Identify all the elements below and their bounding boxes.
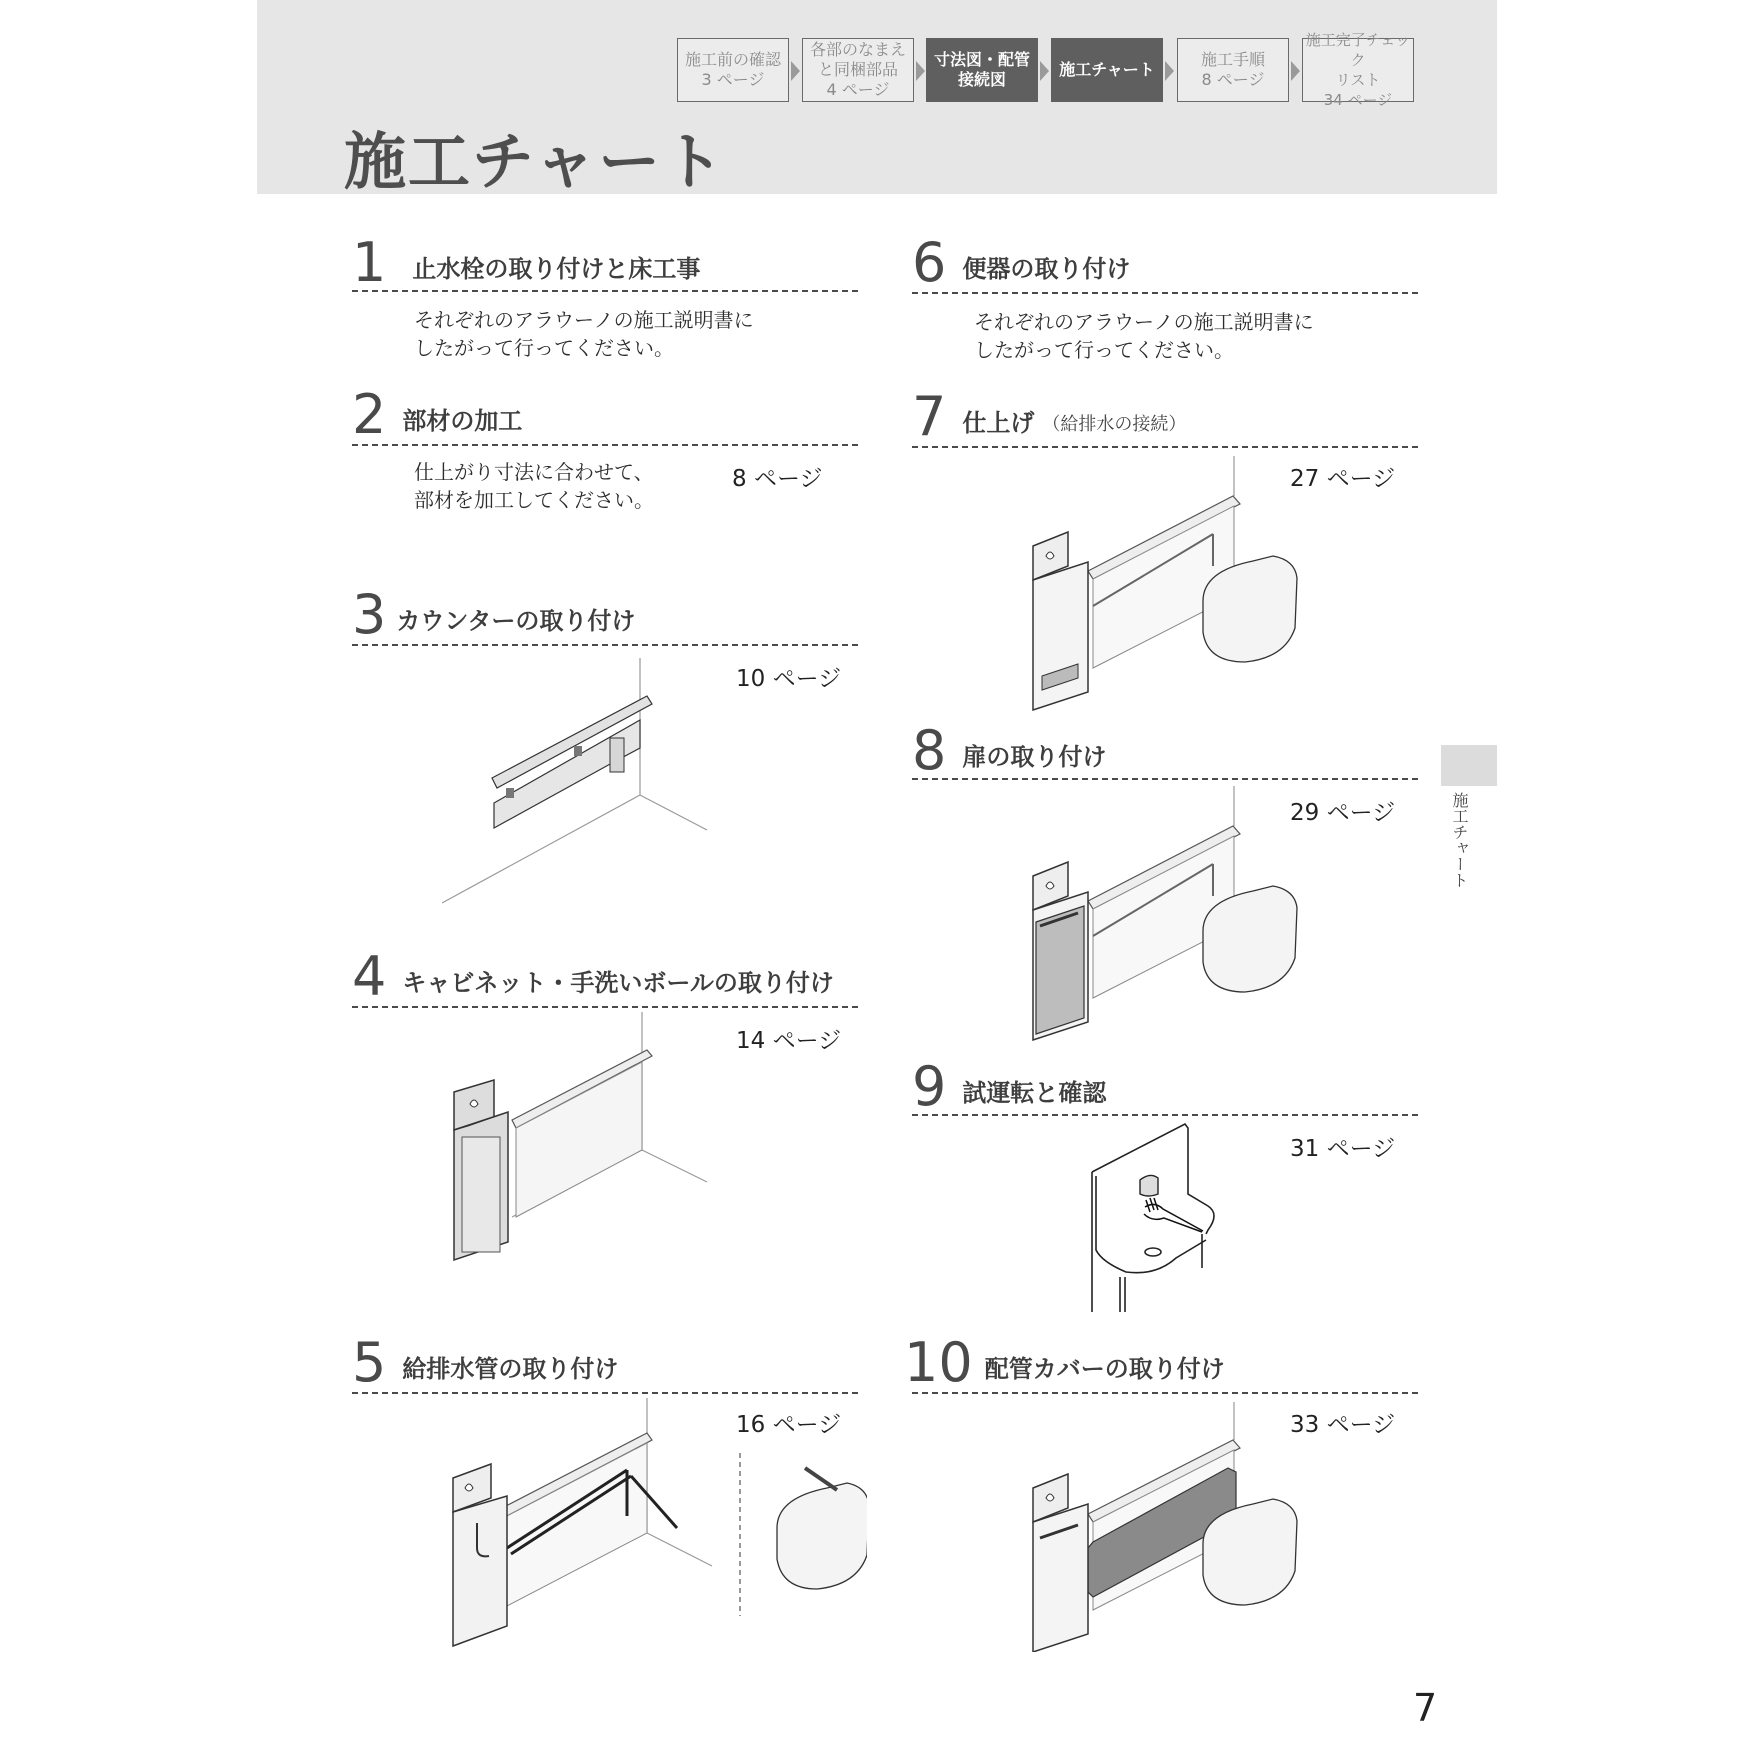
step-subtitle: （給排水の接続） [1042, 414, 1187, 435]
step-number: 1 [352, 231, 387, 294]
divider [352, 644, 858, 646]
water-pipe-illustration [447, 1398, 867, 1658]
step-title: 配管カバーの取り付け [984, 1355, 1225, 1383]
page-reference-link[interactable]: 31 ページ [1290, 1136, 1396, 1162]
step-title: 便器の取り付け [962, 255, 1131, 283]
door-installation-illustration [1028, 786, 1308, 1041]
step-title: カウンターの取り付け [396, 607, 636, 635]
basin-backpanel [1092, 1124, 1214, 1312]
step-heading [912, 719, 1107, 782]
step-description [414, 458, 654, 514]
divider [912, 778, 1418, 780]
step-number: 3 [352, 583, 387, 646]
divider [912, 1114, 1418, 1116]
step-number: 9 [912, 1055, 947, 1118]
step-heading [352, 945, 834, 1008]
step-title: 試運転と確認 [962, 1079, 1107, 1107]
step-number: 2 [352, 383, 387, 446]
cabinet-with-door [1033, 1474, 1088, 1652]
step-heading [912, 1055, 1107, 1118]
page-reference-link[interactable]: 14 ページ [736, 1028, 842, 1054]
wall-corner-lines [647, 1398, 712, 1566]
page-title: 施工チャート [344, 125, 727, 198]
desc-line: それぞれのアラウーノの施工説明書に [974, 310, 1314, 334]
nav-arrow-icon [916, 61, 925, 81]
nav-page: 3 ページ [701, 70, 765, 89]
cabinet-basin-illustration [452, 1012, 712, 1292]
nav-arrow-icon [1165, 61, 1174, 81]
page-number: 7 [1413, 1686, 1438, 1730]
step-description [974, 308, 1314, 364]
desc-line: したがって行ってください。 [414, 336, 674, 360]
cabinet [1033, 532, 1088, 710]
divider [912, 1392, 1418, 1394]
divider [912, 292, 1418, 294]
counter-installation-illustration [442, 658, 732, 918]
cabinet [454, 1080, 508, 1260]
nav-arrow-icon [1040, 61, 1049, 81]
step-title: 止水栓の取り付けと床工事 [412, 255, 701, 283]
step-heading [352, 231, 701, 294]
step-number: 5 [352, 1331, 387, 1394]
step-title: キャビネット・手洗いボールの取り付け [402, 969, 834, 997]
side-index-label: 施工チャート [1450, 792, 1469, 888]
nav-box-checklist[interactable] [1302, 31, 1414, 109]
finishing-connection-illustration [1028, 456, 1308, 711]
page-reference-link[interactable]: 27 ページ [1290, 466, 1396, 492]
step-heading [912, 231, 1131, 294]
pipe-cover-illustration [1028, 1402, 1308, 1652]
nav-label: と同梱部品 [817, 60, 898, 79]
step-number: 4 [352, 945, 387, 1008]
step-description [414, 306, 754, 362]
step-number: 10 [904, 1331, 973, 1394]
step-heading [352, 1331, 619, 1394]
nav-label: 施工前の確認 [684, 50, 781, 69]
divider [352, 444, 858, 446]
desc-line: 部材を加工してください。 [414, 488, 654, 512]
cabinet [453, 1464, 507, 1646]
nav-label: 各部のなまえ [809, 40, 906, 59]
nav-label: 施工チャート [1059, 60, 1155, 79]
nav-label: 施工手順 [1200, 50, 1265, 69]
divider [352, 290, 858, 292]
test-run-handwash-illustration [1090, 1122, 1240, 1322]
nav-page: 8 ページ [1201, 70, 1265, 89]
step-title: 扉の取り付け [962, 743, 1107, 771]
step-heading [904, 1331, 1225, 1394]
nav-label: リスト [1335, 71, 1381, 89]
divider [352, 1006, 858, 1008]
step-number: 7 [912, 385, 947, 448]
side-index-tab[interactable] [1441, 745, 1497, 786]
divider [352, 1392, 858, 1394]
page-reference-link[interactable]: 8 ページ [732, 466, 823, 492]
nav-box-pre-check[interactable] [677, 38, 789, 102]
nav-arrow-icon [1291, 61, 1300, 81]
step-title: 仕上げ [962, 409, 1035, 437]
nav-box-dimensions[interactable] [926, 38, 1038, 102]
desc-line: 仕上がり寸法に合わせて、 [414, 460, 654, 484]
page-reference-link[interactable]: 16 ページ [736, 1412, 842, 1438]
nav-page: 4 ページ [826, 80, 890, 99]
nav-label: 寸法図・配管 [933, 50, 1030, 69]
cabinet-with-door [1033, 862, 1088, 1040]
counter-frame [507, 1443, 647, 1606]
page-reference-link[interactable]: 10 ページ [736, 666, 842, 692]
step-title: 部材の加工 [402, 407, 523, 435]
step-heading [352, 383, 523, 446]
nav-page: 34 ページ [1323, 91, 1393, 109]
nav-box-construction-chart[interactable] [1051, 38, 1163, 102]
nav-arrow-icon [791, 61, 800, 81]
nav-box-procedure[interactable] [1177, 38, 1289, 102]
step-number: 8 [912, 719, 947, 782]
nav-label: 接続図 [957, 70, 1006, 89]
step-heading [352, 583, 636, 646]
nav-label: 施工完了チェック [1305, 31, 1411, 69]
step-number: 6 [912, 231, 947, 294]
page-reference-link[interactable]: 33 ページ [1290, 1412, 1396, 1438]
step-heading [912, 385, 1187, 448]
toilet [777, 1468, 867, 1589]
page-reference-link[interactable]: 29 ページ [1290, 800, 1396, 826]
step-title: 給排水管の取り付け [402, 1355, 619, 1383]
desc-line: したがって行ってください。 [974, 338, 1234, 362]
faucet-sensor-icon [1140, 1175, 1158, 1196]
nav-box-parts-names[interactable] [802, 38, 914, 102]
desc-line: それぞれのアラウーノの施工説明書に [414, 308, 754, 332]
divider [912, 446, 1418, 448]
